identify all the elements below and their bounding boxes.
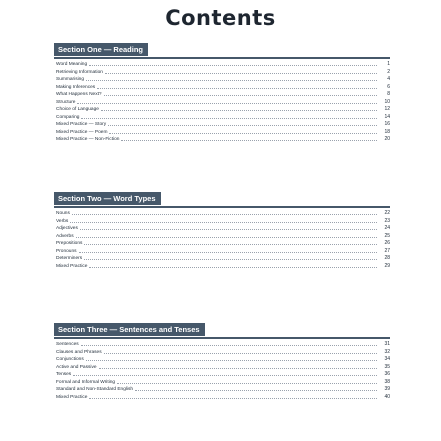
entry-label: Mixed Practice — Non-Fiction — [56, 137, 120, 142]
leader-dots — [97, 87, 377, 89]
section-heading: Section One — Reading — [54, 43, 148, 56]
toc-entry[interactable] — [56, 262, 390, 270]
toc-entry[interactable] — [56, 247, 390, 255]
leader-dots — [81, 117, 377, 119]
entry-page: 34 — [384, 356, 390, 362]
toc-entry[interactable] — [56, 386, 390, 394]
entry-page: 4 — [387, 76, 390, 82]
entry-label: Word Meaning — [56, 62, 88, 67]
entry-page: 31 — [384, 341, 390, 347]
leader-dots — [76, 236, 377, 238]
toc-entry[interactable] — [56, 128, 390, 136]
leader-dots — [135, 389, 377, 391]
leader-dots — [104, 94, 377, 96]
page-title: Contents — [165, 6, 276, 30]
toc-entry[interactable] — [56, 113, 390, 121]
leader-dots — [84, 258, 377, 260]
toc-entry[interactable] — [56, 76, 390, 84]
leader-dots — [79, 251, 377, 253]
toc-entry[interactable] — [56, 363, 390, 371]
entry-page: 12 — [384, 106, 390, 112]
section-rule — [54, 206, 390, 208]
entry-label: Choice of Language — [56, 107, 99, 112]
entry-label: Mixed Practice — [56, 394, 88, 400]
leader-dots — [108, 124, 377, 126]
toc-entry[interactable] — [56, 136, 390, 144]
toc-entry[interactable] — [56, 121, 390, 129]
entry-page: 24 — [384, 225, 390, 231]
toc-entry[interactable] — [56, 68, 390, 76]
entry-page: 18 — [384, 128, 390, 135]
entry-label: Tenses — [56, 372, 72, 377]
entry-page: 20 — [384, 136, 390, 142]
leader-dots — [86, 359, 377, 361]
leader-dots — [77, 102, 377, 104]
entry-page: 22 — [384, 210, 390, 216]
leader-dots — [105, 72, 377, 74]
entry-page: 36 — [384, 371, 390, 377]
section-word-types — [54, 188, 390, 270]
leader-dots — [89, 266, 377, 268]
toc-entry[interactable] — [56, 61, 390, 69]
entry-label: Conjunctions — [56, 357, 84, 362]
leader-dots — [109, 132, 377, 134]
entry-list — [54, 341, 390, 401]
entry-page: 25 — [384, 232, 390, 239]
leader-dots — [81, 344, 377, 346]
toc-entry[interactable] — [56, 356, 390, 364]
leader-dots — [72, 213, 377, 215]
section-rule — [54, 337, 390, 339]
entry-label: Making Inferences — [56, 84, 96, 90]
entry-label: Nouns — [56, 211, 70, 216]
entry-label: Adjectives — [56, 226, 78, 231]
toc-entry[interactable] — [56, 378, 390, 386]
entry-page: 27 — [384, 247, 390, 254]
toc-entry[interactable] — [56, 83, 390, 91]
toc-entry[interactable] — [56, 240, 390, 248]
toc-entry[interactable] — [56, 341, 390, 349]
entry-label: What Happens Next? — [56, 92, 102, 97]
entry-page: 1 — [387, 61, 390, 67]
leader-dots — [117, 382, 377, 384]
entry-page: 23 — [384, 217, 390, 224]
entry-label: Formal and Informal Writing — [56, 379, 116, 385]
entry-label: Adverbs — [56, 233, 74, 239]
entry-label: Clauses and Phrases — [56, 349, 102, 355]
entry-page: 26 — [384, 240, 390, 246]
leader-dots — [89, 397, 377, 399]
entry-label: Verbs — [56, 218, 69, 224]
section-sentences-tenses — [54, 319, 390, 401]
toc-entry[interactable] — [56, 106, 390, 114]
toc-entry[interactable] — [56, 371, 390, 379]
entry-page: 38 — [384, 378, 390, 385]
entry-label: Mixed Practice — [56, 263, 88, 269]
entry-page: 32 — [384, 348, 390, 355]
entry-page: 10 — [384, 98, 390, 105]
entry-label: Sentences — [56, 342, 79, 347]
entry-page: 8 — [387, 91, 390, 97]
entry-label: Mixed Practice — Poem — [56, 129, 108, 135]
leader-dots — [89, 64, 377, 66]
entry-label: Retrieving Information — [56, 69, 103, 75]
entry-page: 29 — [384, 262, 390, 269]
leader-dots — [84, 243, 377, 245]
section-heading: Section Two — Word Types — [54, 192, 161, 205]
leader-dots — [86, 79, 377, 81]
leader-dots — [80, 228, 377, 230]
toc-entry[interactable] — [56, 225, 390, 233]
entry-page: 40 — [384, 393, 390, 400]
entry-page: 6 — [387, 83, 390, 90]
toc-entry[interactable] — [56, 217, 390, 225]
entry-label: Prepositions — [56, 241, 83, 246]
section-reading — [54, 39, 390, 143]
entry-list — [54, 210, 390, 270]
toc-entry[interactable] — [56, 255, 390, 263]
toc-entry[interactable] — [56, 210, 390, 218]
toc-entry[interactable] — [56, 393, 390, 401]
leader-dots — [70, 221, 377, 223]
entry-label: Determiners — [56, 256, 83, 261]
entry-page: 28 — [384, 255, 390, 261]
section-heading: Section Three — Sentences and Tenses — [54, 323, 205, 336]
entry-label: Comparing — [56, 114, 80, 120]
entry-page: 39 — [384, 386, 390, 392]
entry-label: Active and Passive — [56, 364, 97, 370]
leader-dots — [101, 109, 377, 111]
section-rule — [54, 57, 390, 59]
leader-dots — [73, 374, 377, 376]
leader-dots — [121, 139, 377, 141]
leader-dots — [104, 352, 377, 354]
entry-label: Mixed Practice — Story — [56, 122, 107, 127]
entry-page: 16 — [384, 121, 390, 127]
entry-page: 2 — [387, 68, 390, 75]
entry-label: Pronouns — [56, 248, 77, 254]
entry-list — [54, 61, 390, 144]
entry-label: Summarising — [56, 77, 84, 82]
toc-entry[interactable] — [56, 232, 390, 240]
entry-page: 14 — [384, 113, 390, 120]
entry-page: 35 — [384, 363, 390, 370]
toc-entry[interactable] — [56, 91, 390, 99]
entry-label: Standard and Non-Standard English — [56, 387, 134, 392]
entry-label: Structure — [56, 99, 76, 105]
leader-dots — [99, 367, 377, 369]
toc-entry[interactable] — [56, 98, 390, 106]
toc-entry[interactable] — [56, 348, 390, 356]
